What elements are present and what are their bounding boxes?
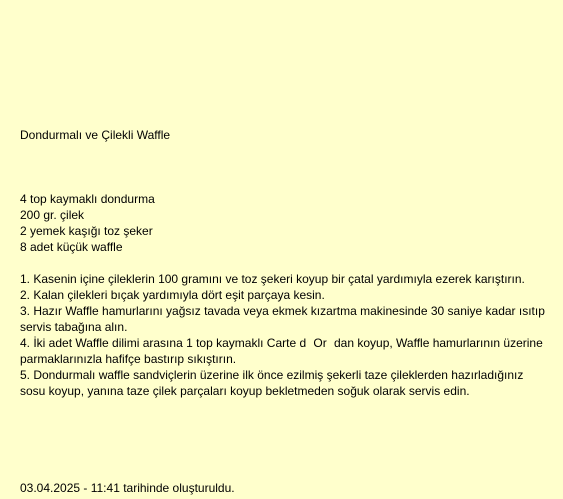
instruction-step: 1. Kasenin içine çileklerin 100 gramını ve toz şekeri koyup bir çatal yardımıyla ezerek karıştırın. xyxy=(20,272,525,286)
instruction-step: 4. İki adet Waffle dilimi arasına 1 top kaymaklı Carte dOrdan koyup, Waffle hamurlarının üzerine parmaklarınızla hafifçe bastırıp sıkıştırın. xyxy=(20,336,543,366)
created-timestamp: 03.04.2025 - 11:41 tarihinde oluşturuldu. xyxy=(20,481,235,495)
ingredient-item: 4 top kaymaklı dondurma xyxy=(20,192,155,206)
ingredient-item: 200 gr. çilek xyxy=(20,208,85,222)
instruction-step: 5. Dondurmalı waffle sandviçlerin üzerine ilk önce ezilmiş şekerli taze çileklerden hazırladığınız sosu koyup, yanına taze çilek parçaları koyup bekletmeden soğuk olarak servis edin. xyxy=(20,368,524,398)
recipe-title: Dondurmalı ve Çilekli Waffle xyxy=(20,128,171,142)
ingredient-item: 8 adet küçük waffle xyxy=(20,240,123,254)
instruction-list xyxy=(20,271,552,399)
instruction-step: 3. Hazır Waffle hamurlarını yağsız tavada veya ekmek kızartma makinesinde 30 saniye kadar ısıtıp servis tabağına alın. xyxy=(20,304,545,334)
instruction-step: 2. Kalan çilekleri bıçak yardımıyla dört eşit parçaya kesin. xyxy=(20,288,325,302)
ingredient-item: 2 yemek kaşığı toz şeker xyxy=(20,224,153,238)
ingredient-list xyxy=(20,191,155,255)
